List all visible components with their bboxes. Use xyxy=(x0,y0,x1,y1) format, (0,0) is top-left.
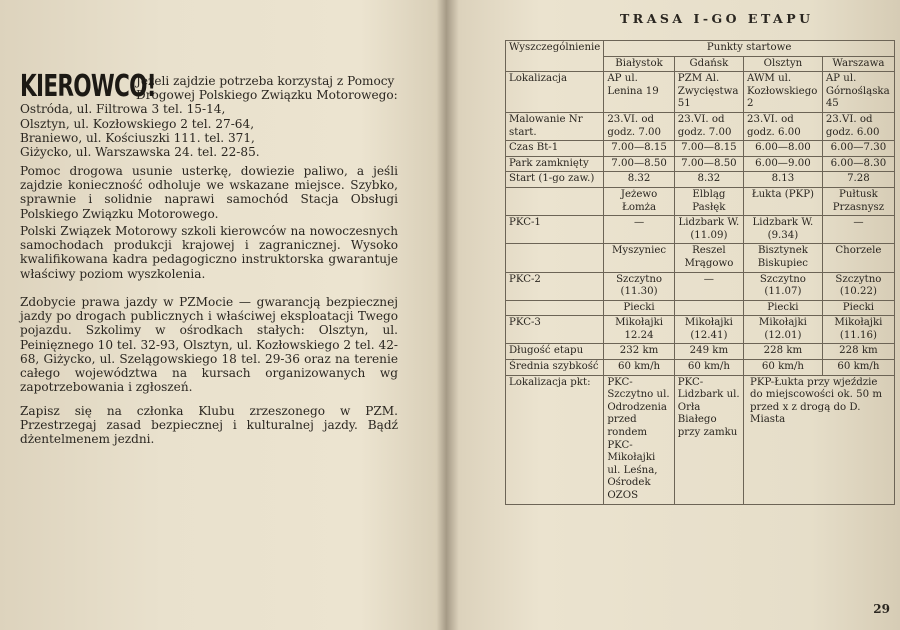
table-cell: 8.32 xyxy=(674,172,743,188)
table-row xyxy=(506,272,895,300)
column-header: Gdańsk xyxy=(674,56,743,72)
table-cell: — xyxy=(604,216,674,244)
table-cell: 6.00—9.00 xyxy=(744,156,823,172)
table-cell: Piecki xyxy=(744,300,823,316)
table-cell: 6.00—7.30 xyxy=(822,141,894,157)
address-line: Ostróda, ul. Filtrowa 3 tel. 15-14, xyxy=(20,102,226,117)
table-row xyxy=(506,141,895,157)
table-cell: 6.00—8.30 xyxy=(822,156,894,172)
table-row xyxy=(506,344,895,360)
table-cell: 8.32 xyxy=(604,172,674,188)
table-cell: Chorzele xyxy=(822,244,894,272)
table-cell: 228 km xyxy=(744,344,823,360)
address-line: Giżycko, ul. Warszawska 24. tel. 22-85. xyxy=(20,145,260,160)
table-row xyxy=(506,112,895,140)
table-cell: 60 km/h xyxy=(604,360,674,376)
table-cell: Elbląg Pasłęk xyxy=(674,187,743,215)
table-cell: AP ul. Górnośląska 45 xyxy=(822,72,894,113)
table-cell: 60 km/h xyxy=(744,360,823,376)
row-label xyxy=(506,187,604,215)
column-header: Olsztyn xyxy=(744,56,823,72)
table-row xyxy=(506,360,895,376)
paragraph-roadside-help xyxy=(20,164,398,221)
table-cell: Mikołajki 12.24 xyxy=(604,316,674,344)
paragraph-text: Zdobycie prawa jazdy w PZMocie — gwarancją bezpiecznej jazdy po drogach publicznych i właściwej eksploatacji Twego pojazdu. Szkolimy w ośrodkach stałych: Olsztyn, ul. Peinięznego 10 tel. 32-93, Olsztyn, ul. Kozłowskiego 2 tel. 42-68, Giżycko, ul. Szelągowskiego 18 tel. 29-36 oraz na terenie całego województwa na kursach organizowanych wg zapotrzebowania i zgłoszeń. xyxy=(20,295,398,395)
right-page xyxy=(452,0,900,630)
row-label: Park zamknięty xyxy=(506,156,604,172)
table-row xyxy=(506,316,895,344)
location-note: PKC-Szczytno ul. Odrodzenia przed rondem PKC-Mikołajki ul. Leśna, Ośrodek OZOS xyxy=(604,375,674,504)
table-row xyxy=(506,244,895,272)
paragraph-driver-training xyxy=(20,224,398,281)
row-label: Lokalizacja xyxy=(506,72,604,113)
table-row xyxy=(506,216,895,244)
table-cell: 249 km xyxy=(674,344,743,360)
table-cell: AP ul. Lenina 19 xyxy=(604,72,674,113)
table-cell: 228 km xyxy=(822,344,894,360)
row-label: Start (1-go zaw.) xyxy=(506,172,604,188)
table-cell: — xyxy=(822,216,894,244)
table-cell: 8.13 xyxy=(744,172,823,188)
table-row xyxy=(506,156,895,172)
left-page xyxy=(0,0,440,630)
row-label: Długość etapu xyxy=(506,344,604,360)
table-cell: — xyxy=(674,272,743,300)
table-cell: Reszel Mrągowo xyxy=(674,244,743,272)
row-label: Czas Bt-1 xyxy=(506,141,604,157)
paragraph-club-membership xyxy=(20,404,398,447)
table-cell: Jeżewo Łomża xyxy=(604,187,674,215)
table-cell: Mikołajki (12.01) xyxy=(744,316,823,344)
table-row xyxy=(506,187,895,215)
row-label: Malowanie Nr start. xyxy=(506,112,604,140)
table-cell: 7.00—8.50 xyxy=(604,156,674,172)
table-cell: Łukta (PKP) xyxy=(744,187,823,215)
table-cell: Lidzbark W. (9.34) xyxy=(744,216,823,244)
table-cell: 232 km xyxy=(604,344,674,360)
table-cell: Myszyniec xyxy=(604,244,674,272)
row-label: PKC-3 xyxy=(506,316,604,344)
page-number: 29 xyxy=(873,602,890,616)
table-cell: Szczytno (10.22) xyxy=(822,272,894,300)
row-label: PKC-2 xyxy=(506,272,604,300)
column-header: Warszawa xyxy=(822,56,894,72)
row-label: Lokalizacja pkt: xyxy=(506,375,604,504)
column-header: Białystok xyxy=(604,56,674,72)
row-label xyxy=(506,300,604,316)
row-label xyxy=(506,244,604,272)
table-row-locations xyxy=(506,375,895,504)
address-line: Braniewo, ul. Kościuszki 111. tel. 371, xyxy=(20,130,255,145)
table-cell: Mikołajki (11.16) xyxy=(822,316,894,344)
table-cell: PZM Al. Zwycięstwa 51 xyxy=(674,72,743,113)
paragraph-text: Polski Związek Motorowy szkoli kierowców na nowoczesnych samochodach produkcji krajowej i zagranicznej. Wysoko kwalifikowana kadra pedagogiczno instruktorska gwarantuje właściwy poziom wyszkolenia. xyxy=(20,224,398,281)
intro-block xyxy=(20,69,400,160)
table-row xyxy=(506,72,895,113)
table-cell: Mikołajki (12.41) xyxy=(674,316,743,344)
table-cell: 7.00—8.15 xyxy=(604,141,674,157)
header-label: Wyszczególnienie xyxy=(506,41,604,72)
table-cell: Szczytno (11.07) xyxy=(744,272,823,300)
paragraph-text: Pomoc drogowa usunie usterkę, dowiezie paliwo, a jeśli zajdzie konieczność odholuje we wskazane miejsce. Szybko, sprawnie i solidnie naprawi samochód Stacja Obsługi Polskiego Związku Motorowego. xyxy=(20,164,398,221)
row-label: PKC-1 xyxy=(506,216,604,244)
table-cell: 6.00—8.00 xyxy=(744,141,823,157)
route-title: TRASA I-GO ETAPU xyxy=(620,11,814,26)
table-cell: 60 km/h xyxy=(674,360,743,376)
location-note: PKP-Łukta przy wjeździe do miejscowości ok. 50 m przed x z drogą do D. Miasta xyxy=(744,375,895,504)
table-cell: 23.VI. od godz. 7.00 xyxy=(674,112,743,140)
table-cell: 60 km/h xyxy=(822,360,894,376)
table-cell xyxy=(674,300,743,316)
table-cell: 23.VI. od godz. 7.00 xyxy=(604,112,674,140)
table-cell: 7.00—8.50 xyxy=(674,156,743,172)
table-cell: Lidzbark W. (11.09) xyxy=(674,216,743,244)
location-note: PKC-Lidzbark ul. Orła Białego przy zamku xyxy=(674,375,743,504)
table-cell: 7.00—8.15 xyxy=(674,141,743,157)
table-cell: AWM ul. Kozłowskiego 2 xyxy=(744,72,823,113)
table-cell: Szczytno (11.30) xyxy=(604,272,674,300)
table-cell: Pułtusk Przasnysz xyxy=(822,187,894,215)
headline: KIEROWCO! xyxy=(20,69,156,104)
table-cell: 23.VI. od godz. 6.00 xyxy=(744,112,823,140)
table-cell: 7.28 xyxy=(822,172,894,188)
table-row xyxy=(506,300,895,316)
paragraph-text: Zapisz się na członka Klubu zrzeszonego w PZM. Przestrzegaj zasad bezpiecznej i kulturalnej jazdy. Bądź dżentelmenem jezdni. xyxy=(20,404,398,447)
address-line: Olsztyn, ul. Kozłowskiego 2 tel. 27-64, xyxy=(20,116,255,131)
header-group: Punkty startowe xyxy=(604,41,895,57)
row-label: Średnia szybkość xyxy=(506,360,604,376)
route-table xyxy=(505,40,895,505)
table-header-row xyxy=(506,41,895,57)
intro-text: Jeżeli zajdzie potrzeba korzystaj z Pomocy Drogowej Polskiego Związku Motorowego: xyxy=(136,74,398,103)
paragraph-driving-license xyxy=(20,295,398,394)
table-cell: Bisztynek Biskupiec xyxy=(744,244,823,272)
table-row xyxy=(506,172,895,188)
table-cell: 23.VI. od godz. 6.00 xyxy=(822,112,894,140)
table-cell: Piecki xyxy=(604,300,674,316)
table-cell: Piecki xyxy=(822,300,894,316)
